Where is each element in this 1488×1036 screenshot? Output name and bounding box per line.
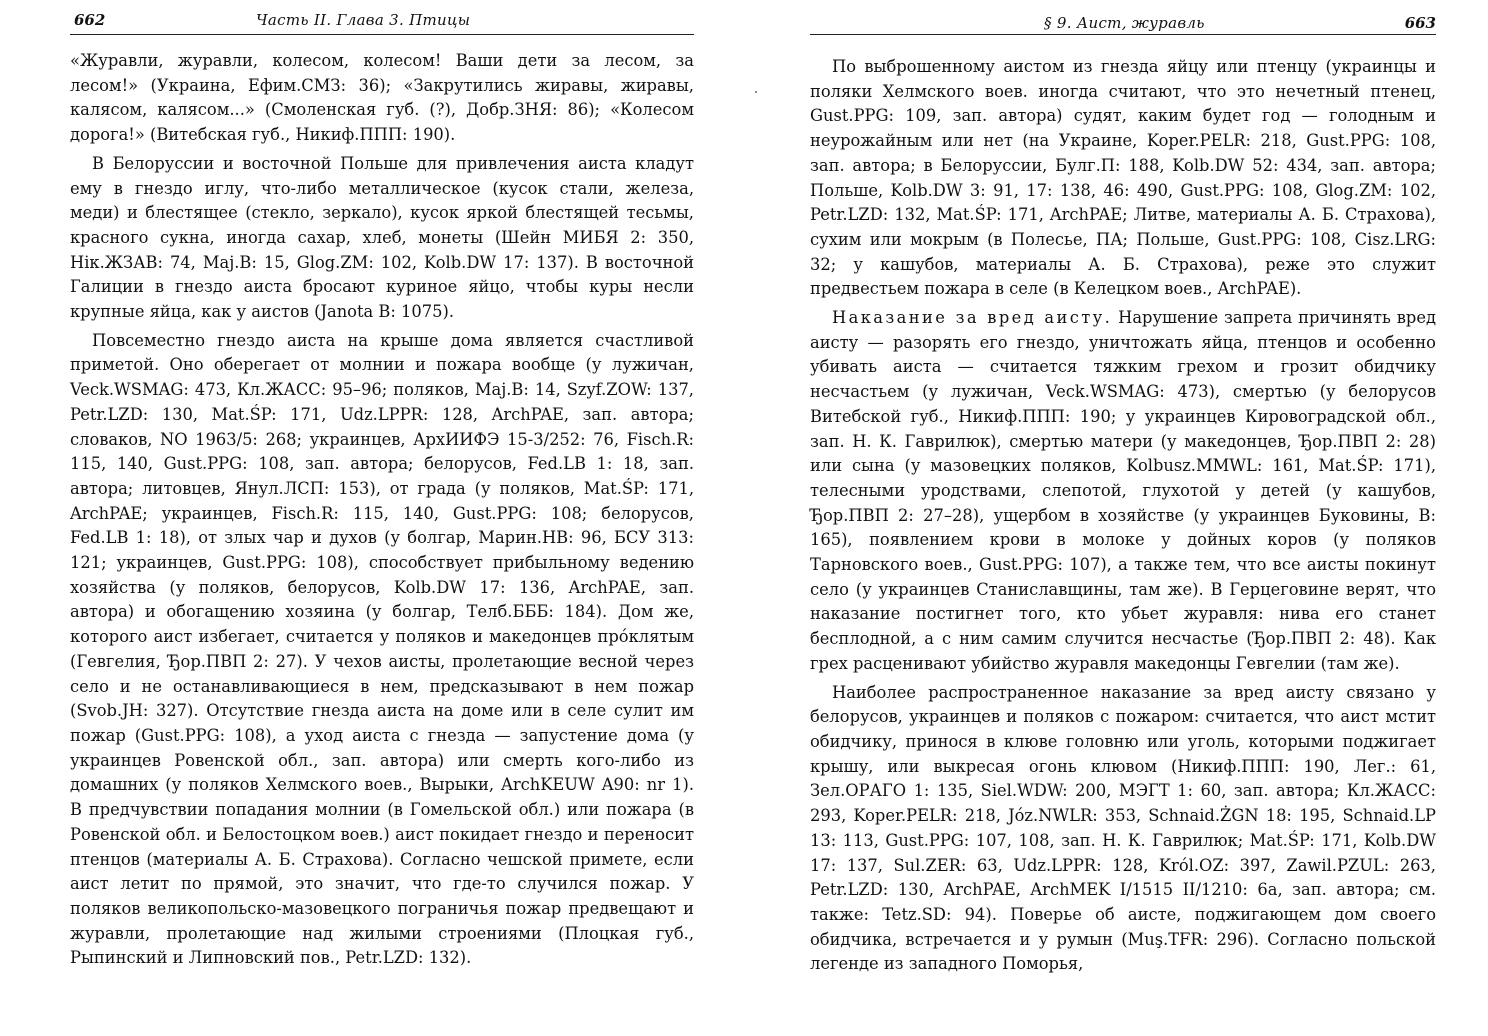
left-page-number: 662 <box>74 11 106 29</box>
gutter-mark <box>755 91 757 93</box>
left-page <box>70 0 694 1036</box>
right-page-number: 663 <box>1404 14 1436 32</box>
section-heading-punishment: Наказание за вред аисту. <box>832 308 1113 328</box>
left-paragraph-3: Повсеместно гнездо аиста на крыше дома является счастливой приметой. Оно оберегает от молнии и пожара вообще (у лужичан, Veck.WSMAG: 473, Кл.ЖАСС: 95–96; поляков, Maj.B: 14, Szyf.ZOW: 137, Petr.LZD: 130, Mat.ŚP: 171, Udz.LPPR: 128, ArchPAE, зап. автора; словаков, NO 1963/5: 268; украинцев, АрхИИФЭ 15-3/252: 76, Fisch.R: 115, 140, Gust.PPG: 108, зап. автора; белорусов, Fed.LB 1: 18, зап. автора; литовцев, Янул.ЛСП: 153), от града (у поляков, Mat.ŚP: 171, ArchPAE; украинцев, Fisch.R: 115, 140, Gust.PPG: 108; белорусов, Fed.LB 1: 18), от злых чар и духов (у болгар, Марин.НВ: 96, БСУ 313: 121; украинцев, Gust.PPG: 108), способствует прибыльному ведению хозяйства (у поляков, белорусов, Kolb.DW 17: 136, ArchPAE, зап. автора) и обогащению хозяина (у болгар, Телб.БББ: 184). Дом же, которого аист избегает, считается у поляков и македонцев прóклятым (Гевгелия, Ђор.ПВП 2: 27). У чехов аисты, пролетающие весной через село и не останавливающиеся в нем, предсказывают в нем пожар (Svob.JH: 327). Отсутствие гнезда аиста на доме или в селе сулит им пожар (Gust.PPG: 108), а уход аиста с гнезда — запустение дома (у украинцев Ровенской обл., зап. автора) или смерть кого-либо из домашних (у поляков Хелмского воев., Вырыки, ArchKEUW A90: nr 1). В предчувствии попадания молнии (в Гомельской обл.) или пожара (в Ровенской обл. и Белостоцком воев.) аист покидает гнездо и переносит птенцов (материалы А. Б. Страхова). Согласно чешской примете, если аист летит по прямой, это значит, что где-то случился пожар. У поляков великопольско-мазовецкого пограничья пожар предвещают и журавли, пролетающие над жилыми строениями (Плоцкая губ., Рыпинский и Липновский пов., Petr.LZD: 132). <box>70 330 694 968</box>
left-running-head: Часть II. Глава 3. Птицы <box>256 11 471 29</box>
right-page-header <box>810 0 1436 35</box>
right-paragraph-3: Наиболее распространенное наказание за вред аисту связано у белорусов, украинцев и поляков с пожаром: считается, что аист мстит обидчику, принося в клюве головню или уголь, которыми поджигает крышу, или выкресая огонь клювом (Никиф.ППП: 190, Лег.: 61, Зел.ОРАГО 1: 135, Siel.WDW: 200, МЭГТ 1: 60, зап. автора; Кл.ЖАСС: 293, Koper.PELR: 218, Józ.NWLR: 353, Schnaid.ŻGN 18: 195, Schnaid.LP 13: 113, Gust.PPG: 107, 108, зап. Н. К. Гаврилюк; Mat.ŚP: 171, Kolb.DW 17: 137, Sul.ZER: 63, Udz.LPPR: 128, Król.OZ: 397, Zawil.PZUL: 263, Petr.LZD: 130, ArchPAE, ArchMEK I/1515 II/1210: 6а, зап. автора; см. также: Tetz.SD: 94). Поверье об аисте, поджигающем дом своего обидчика, встречается и у румын (Muş.TFR: 296). Согласно польской легенде из западного Поморья, <box>810 682 1436 974</box>
right-paragraph-2 <box>810 306 1436 677</box>
right-page-body <box>810 55 1436 977</box>
right-page <box>810 0 1436 1036</box>
right-paragraph-2-text: Нарушение запрета причинять вред аисту — разорять его гнездо, уничтожать яйца, птенцов и особенно убивать аиста — считается тяжким грехом и грозит обидчику несчастьем (у лужичан, Veck.WSMAG: 473), смертью (у белорусов Витебской губ., Никиф.ППП: 190; у украинцев Кировоградской обл., зап. Н. К. Гаврилюк), смертью матери (у македонцев, Ђор.ПВП 2: 28) или сына (у мазовецких поляков, Kolbusz.MMWL: 161, Mat.ŚP: 171), телесными уродствами, слепотой, глухотой у детей (у кашубов, Ђор.ПВП 2: 27–28), ущербом в хозяйстве (у украинцев Буковины, В: 165), появлением крови в молоке у дойных коров (у поляков Тарновского воев., Gust.PPG: 107), а также тем, что все аисты покинут село (у украинцев Станиславщины, там же). В Герцеговине верят, что наказание постигнет того, кто убьет журавля: нива его станет бесплодной, а с ним самим случится несчастье (Ђор.ПВП 2: 48). Как грех расценивают убийство журавля македонцы Гевгелии (там же). <box>810 308 1436 673</box>
left-paragraph-1: «Журавли, журавли, колесом, колесом! Ваши дети за лесом, за лесом!» (Украина, Ефим.СМЗ: 36); «Закрутились жиравы, жиравы, калясом, калясом...» (Смоленская губ. (?), Добр.ЗНЯ: 86); «Колесом дорога!» (Витебская губ., Никиф.ППП: 190). <box>70 51 694 145</box>
right-running-head: § 9. Аист, журавль <box>1044 14 1205 32</box>
left-paragraph-2: В Белоруссии и восточной Польше для привлечения аиста кладут ему в гнездо иглу, что-либо металлическое (кусок стали, железа, меди) и блестящее (стекло, зеркало), кусок яркой блестящей тесьмы, красного сукна, иногда сахар, хлеб, монеты (Шейн МИБЯ 2: 350, Нiк.ЖЗАВ: 74, Maj.B: 15, Glog.ZM: 102, Kolb.DW 17: 137). В восточной Галиции в гнездо аиста бросают куриное яйцо, чтобы куры несли крупные яйца, как у аистов (Janota B: 1075). <box>70 153 694 322</box>
left-page-header <box>70 0 694 35</box>
right-paragraph-1: По выброшенному аистом из гнезда яйцу или птенцу (украинцы и поляки Хелмского воев. иногда считают, что это нечетный птенец, Gust.PPG: 109, зап. автора) судят, каким будет год — голодным и неурожайным или нет (на Украине, Koper.PELR: 218, Gust.PPG: 108, зап. автора; в Белоруссии, Булг.П: 188, Kolb.DW 52: 434, зап. автора; Польше, Kolb.DW 3: 91, 17: 138, 46: 490, Gust.PPG: 108, Glog.ZM: 102, Petr.LZD: 132, Mat.ŚP: 171, ArchPAE; Литве, материалы А. Б. Страхова), сухим или мокрым (в Полесье, ПА; Польше, Gust.PPG: 108, Cisz.LRG: 32; у кашубов, материалы А. Б. Страхова), реже это служит предвестьем пожара в селе (в Келецком воев., ArchPAE). <box>810 57 1436 299</box>
left-page-body <box>70 49 694 971</box>
